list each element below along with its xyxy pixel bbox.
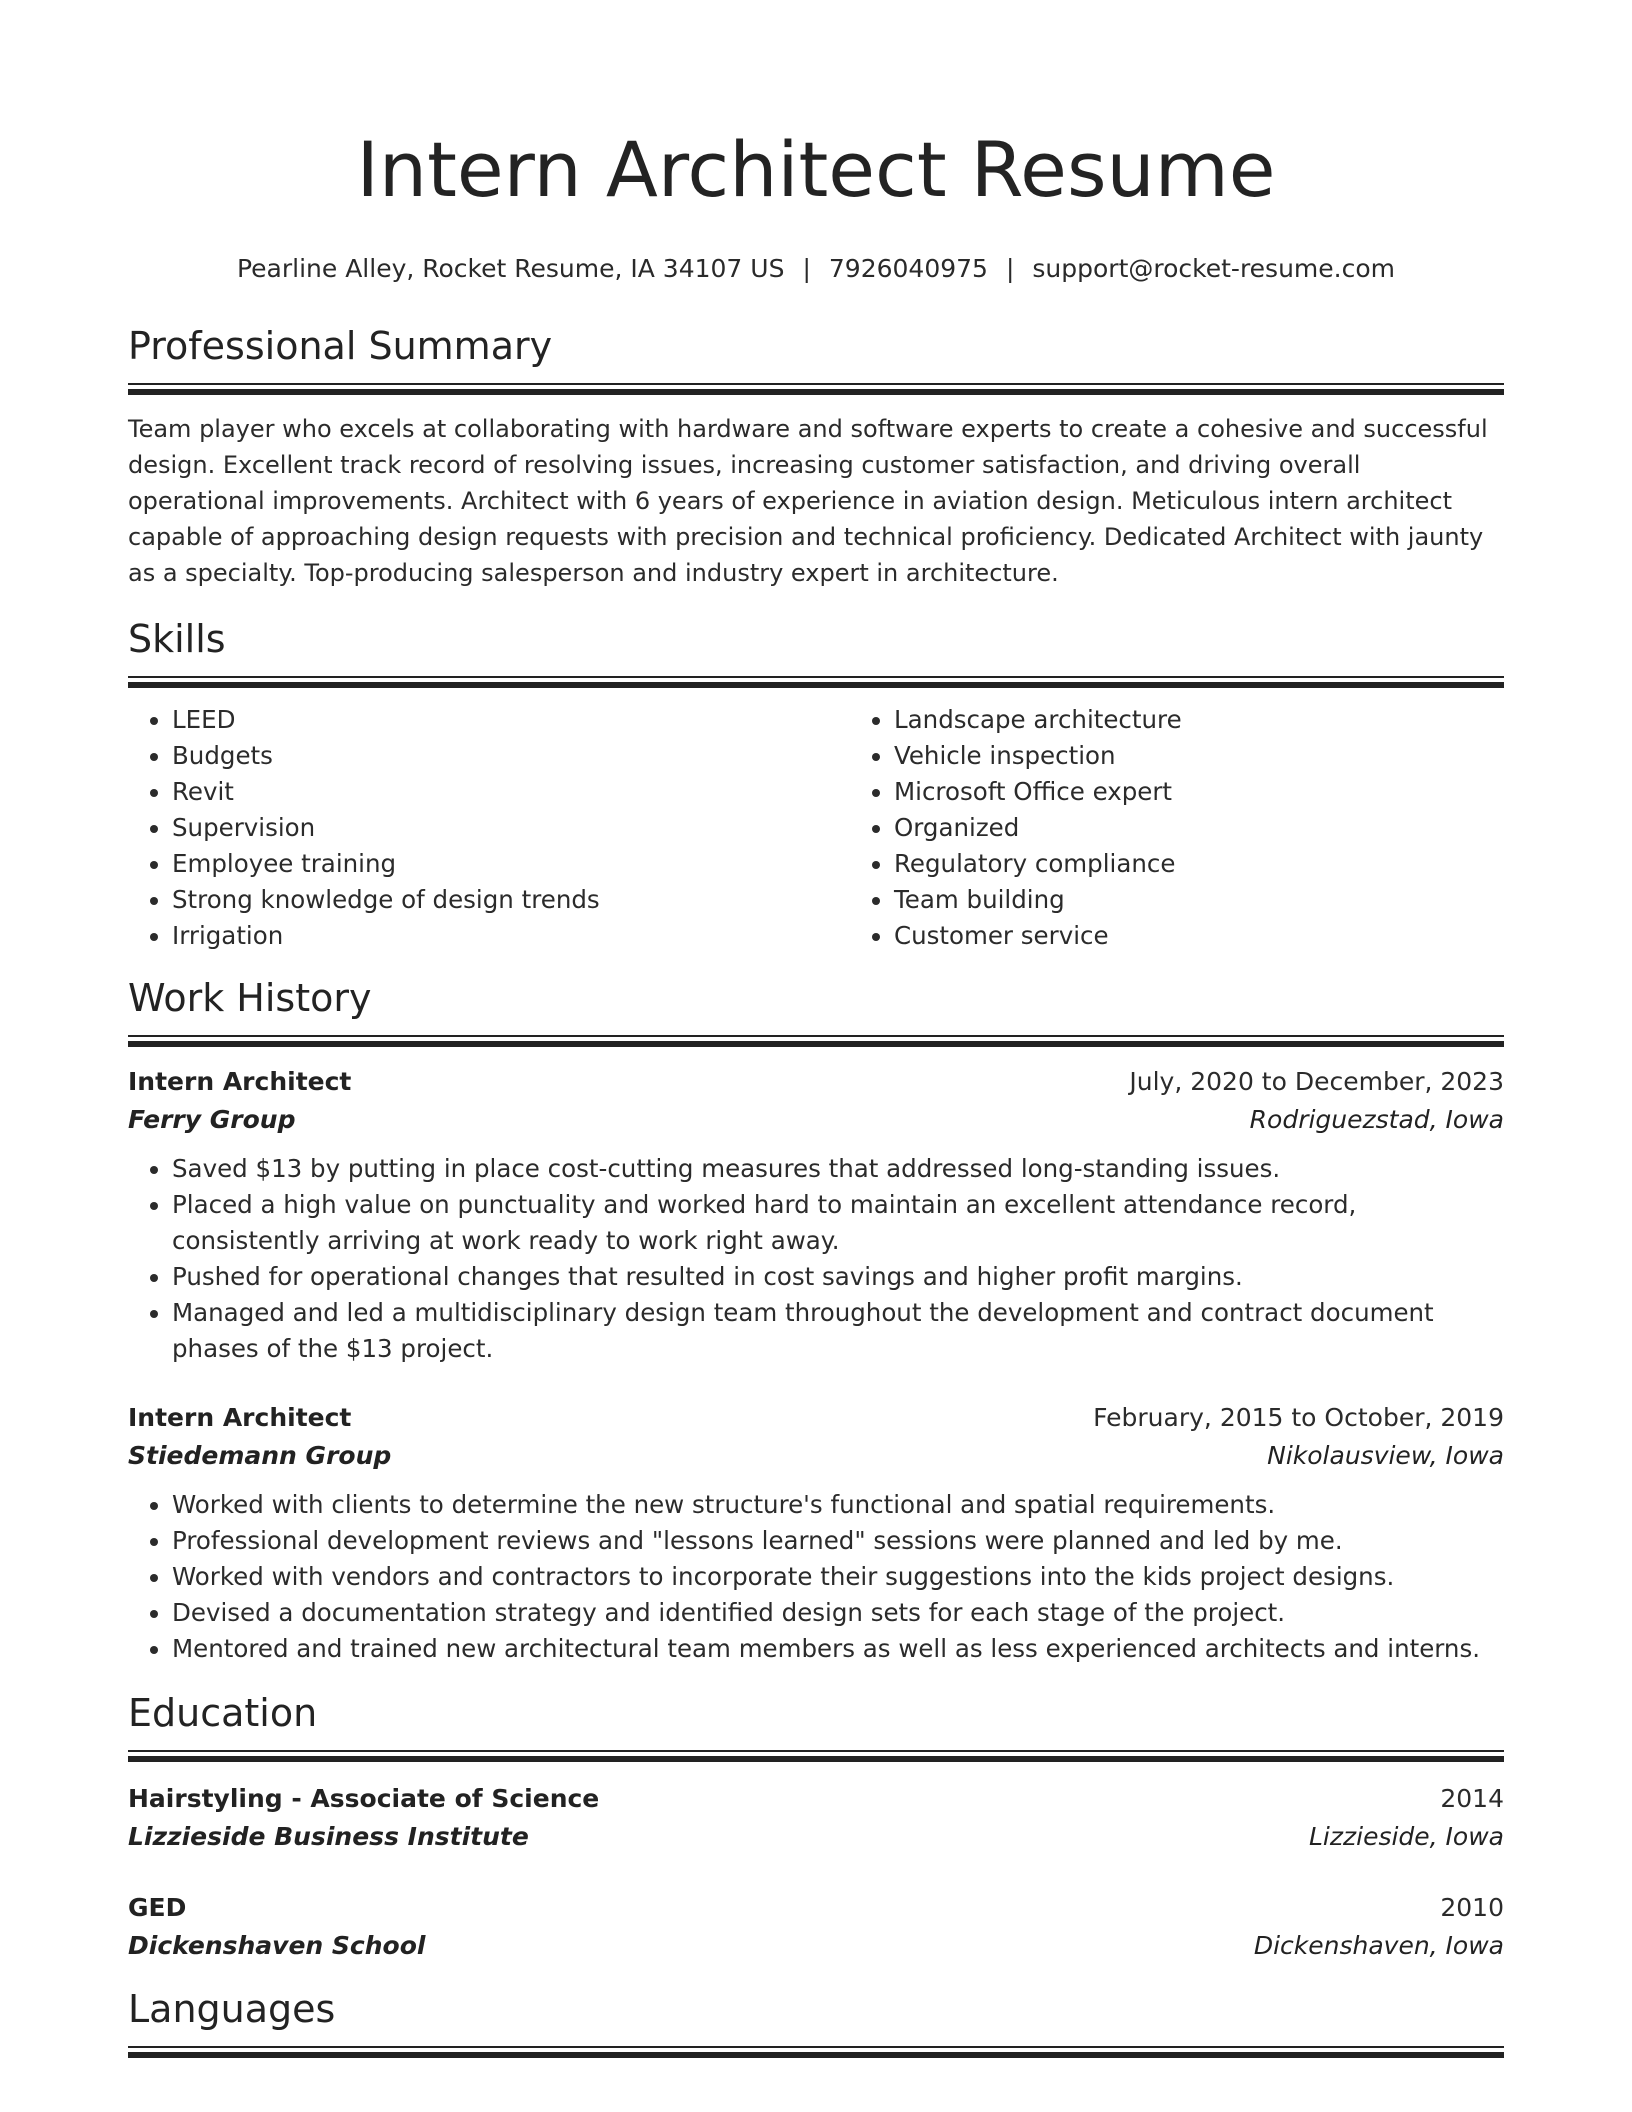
education-header	[128, 1780, 1504, 1818]
education-degree: Hairstyling - Associate of Science	[128, 1784, 600, 1813]
section-divider	[128, 383, 1504, 395]
skill-item: • LEED	[172, 702, 850, 738]
summary-text: Team player who excels at collaborating with hardware and software experts to create a cohesive and successful design. Excellent track record of resolving issues, increasing customer satisfaction, and driving overall operational improvements. Architect with 6 years of experience in aviation design. Meticulous intern architect capable of approaching design requests with precision and technical proficiency. Dedicated Architect with jaunty as a specialty. Top-producing salesperson and industry expert in architecture.	[128, 415, 1488, 587]
section-divider	[128, 1035, 1504, 1047]
contact-separator: |	[1005, 254, 1015, 283]
skill-item: • Regulatory compliance	[894, 846, 1572, 882]
job-dates: July, 2020 to December, 2023	[1129, 1067, 1504, 1096]
education-year: 2014	[1440, 1784, 1504, 1813]
job-bullet: • Pushed for operational changes that resulted in cost savings and higher profit margins.	[172, 1259, 1504, 1295]
job-bullet: • Worked with clients to determine the new structure's functional and spatial requirements.	[172, 1487, 1504, 1523]
section-divider	[128, 2046, 1504, 2058]
skill-item: • Vehicle inspection	[894, 738, 1572, 774]
job-title: Intern Architect	[128, 1067, 352, 1096]
job-bullets	[128, 1487, 1504, 1667]
job-title: Intern Architect	[128, 1403, 352, 1432]
education-entry	[128, 1780, 1504, 1856]
work-history-section	[128, 974, 1504, 1667]
job-location: Rodriguezstad, Iowa	[1249, 1105, 1504, 1134]
job-company: Ferry Group	[128, 1105, 296, 1134]
education-heading: Education	[128, 1691, 318, 1735]
skill-item: • Supervision	[172, 810, 850, 846]
job-header	[128, 1399, 1504, 1437]
skills-list-right	[850, 702, 1572, 954]
education-header	[128, 1889, 1504, 1927]
education-location: Lizzieside, Iowa	[1309, 1822, 1504, 1851]
job-bullet: • Devised a documentation strategy and identified design sets for each stage of the project.	[172, 1595, 1504, 1631]
contact-line	[128, 252, 1504, 286]
languages-heading: Languages	[128, 1987, 336, 2031]
education-school: Dickenshaven School	[128, 1931, 426, 1960]
contact-separator: |	[802, 254, 811, 283]
skills-heading: Skills	[128, 617, 226, 661]
section-divider	[128, 676, 1504, 688]
job-subheader	[128, 1101, 1504, 1139]
education-subheader	[128, 1927, 1504, 1965]
education-subheader	[128, 1818, 1504, 1856]
job-bullet: • Mentored and trained new architectural team members as well as less experienced architects and interns.	[172, 1631, 1504, 1667]
job-bullet: • Professional development reviews and "lessons learned" sessions were planned and led by me.	[172, 1523, 1504, 1559]
contact-email[interactable]: support@rocket-resume.com	[1032, 254, 1396, 283]
languages-section	[128, 1985, 1504, 2058]
skills-list-left	[128, 702, 850, 954]
work-history-heading: Work History	[128, 976, 372, 1020]
skill-item: • Team building	[894, 882, 1572, 918]
skill-item: • Landscape architecture	[894, 702, 1572, 738]
skills-section	[128, 615, 1504, 954]
job-dates: February, 2015 to October, 2019	[1093, 1403, 1504, 1432]
contact-address: Pearline Alley, Rocket Resume, IA 34107 US	[236, 254, 785, 283]
summary-heading: Professional Summary	[128, 324, 553, 368]
job-entry	[128, 1399, 1504, 1667]
skill-item: • Budgets	[172, 738, 850, 774]
skill-item: • Customer service	[894, 918, 1572, 954]
skills-columns	[128, 702, 1504, 954]
skill-item: • Strong knowledge of design trends	[172, 882, 850, 918]
summary-section	[128, 322, 1504, 591]
education-entry	[128, 1889, 1504, 1965]
skill-item: • Irrigation	[172, 918, 850, 954]
education-location: Dickenshaven, Iowa	[1253, 1931, 1504, 1960]
education-school: Lizzieside Business Institute	[128, 1822, 529, 1851]
job-bullets	[128, 1151, 1504, 1367]
job-company: Stiedemann Group	[128, 1441, 392, 1470]
job-bullet: • Worked with vendors and contractors to incorporate their suggestions into the kids project designs.	[172, 1559, 1504, 1595]
job-location: Nikolausview, Iowa	[1267, 1441, 1504, 1470]
skill-item: • Organized	[894, 810, 1572, 846]
job-entry	[128, 1063, 1504, 1367]
job-bullet: • Managed and led a multidisciplinary design team throughout the development and contract document phases of the $13 project.	[172, 1295, 1504, 1367]
section-divider	[128, 1750, 1504, 1762]
education-section	[128, 1689, 1504, 1965]
education-year: 2010	[1440, 1893, 1504, 1922]
skill-item: • Employee training	[172, 846, 850, 882]
job-bullet: • Saved $13 by putting in place cost-cutting measures that addressed long-standing issues.	[172, 1151, 1504, 1187]
education-degree: GED	[128, 1893, 187, 1922]
job-bullet: • Placed a high value on punctuality and worked hard to maintain an excellent attendance record, consistently arriving at work ready to work right away.	[172, 1187, 1504, 1259]
resume-title: Intern Architect Resume	[356, 125, 1276, 214]
job-subheader	[128, 1437, 1504, 1475]
contact-phone: 7926040975	[828, 254, 988, 283]
skill-item: • Revit	[172, 774, 850, 810]
job-header	[128, 1063, 1504, 1101]
skill-item: • Microsoft Office expert	[894, 774, 1572, 810]
